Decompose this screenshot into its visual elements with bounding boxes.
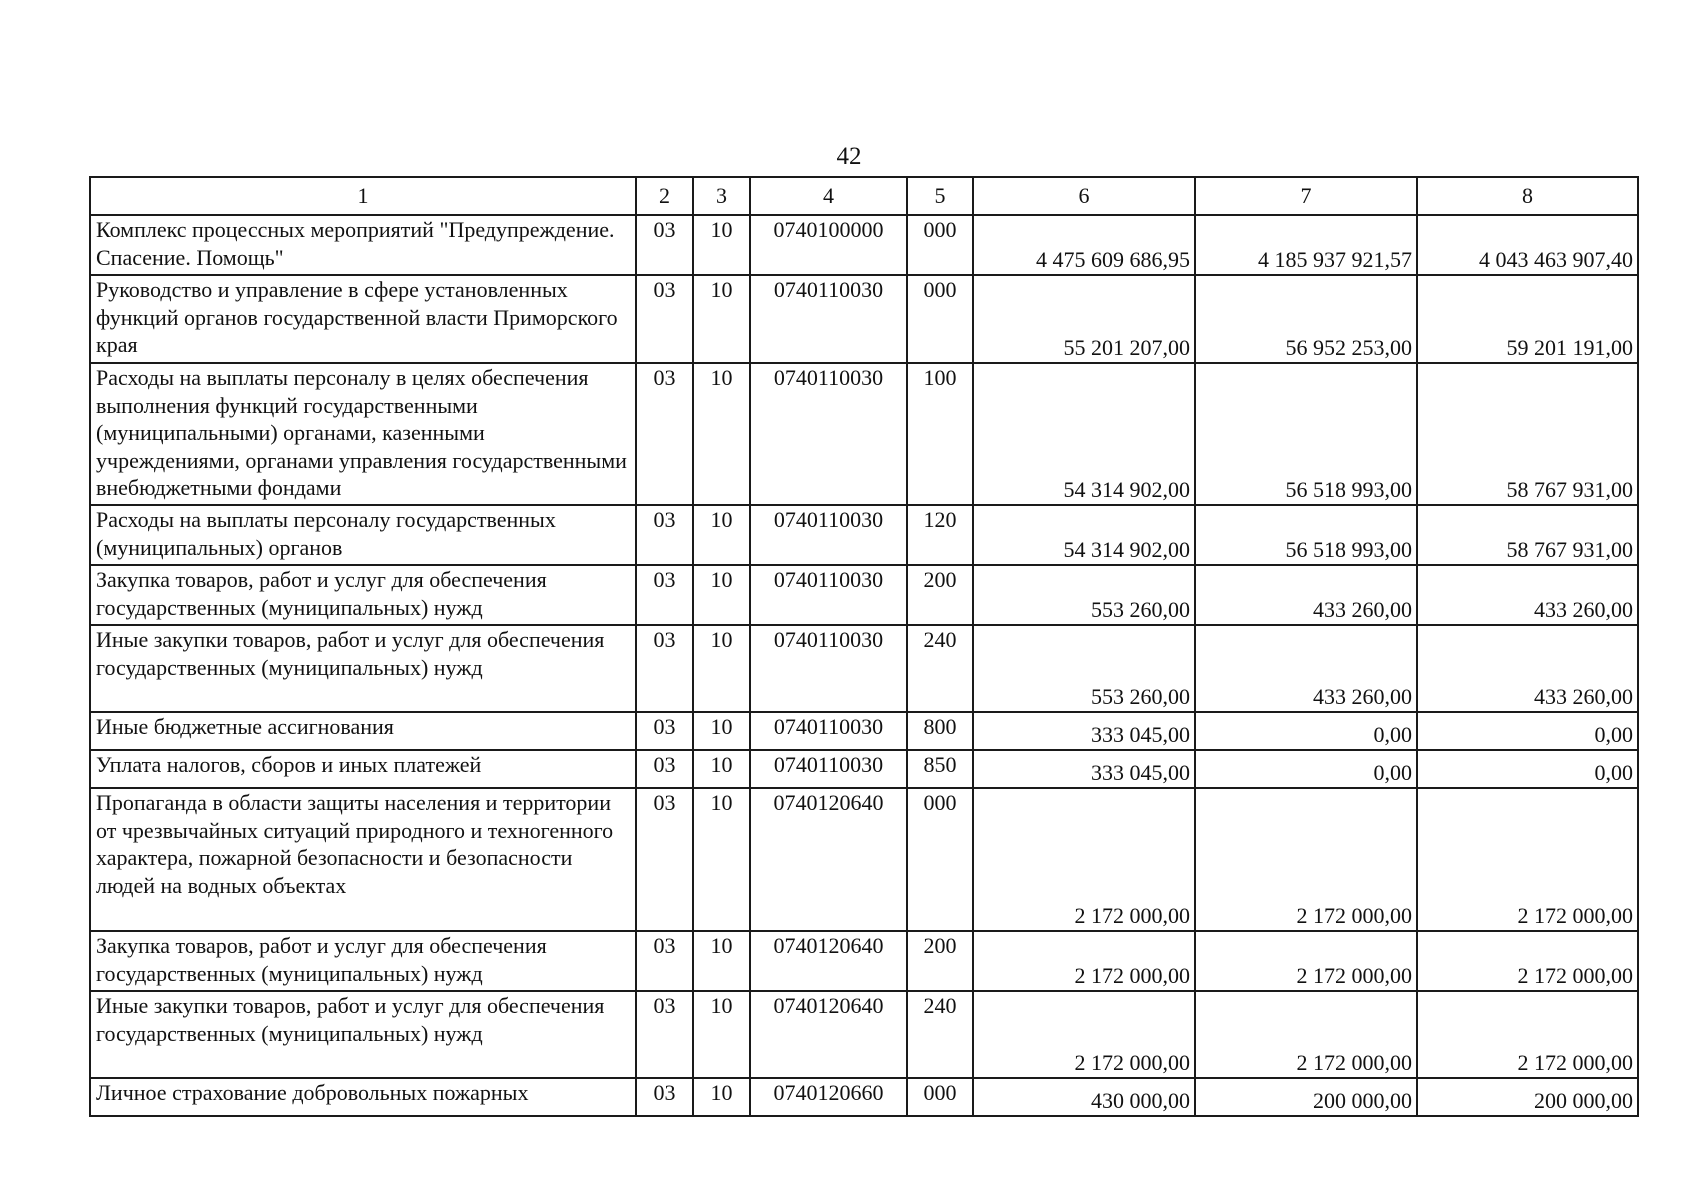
subsection-code: 10 — [693, 991, 750, 1078]
subsection-code: 10 — [693, 625, 750, 712]
table-row — [90, 363, 1638, 505]
column-header: 2 — [636, 177, 693, 215]
item-name: Уплата налогов, сборов и иных платежей — [90, 750, 636, 788]
budget-table — [89, 176, 1639, 1117]
section-code: 03 — [636, 991, 693, 1078]
column-header: 1 — [90, 177, 636, 215]
amount-year-3: 2 172 000,00 — [1417, 788, 1638, 931]
amount-year-3: 4 043 463 907,40 — [1417, 215, 1638, 275]
amount-year-1: 430 000,00 — [973, 1078, 1195, 1116]
amount-year-2: 56 518 993,00 — [1195, 363, 1417, 505]
amount-year-1: 54 314 902,00 — [973, 363, 1195, 505]
target-item-code: 0740120640 — [750, 788, 907, 931]
column-header: 3 — [693, 177, 750, 215]
section-code: 03 — [636, 625, 693, 712]
amount-year-2: 56 952 253,00 — [1195, 275, 1417, 363]
amount-year-1: 4 475 609 686,95 — [973, 215, 1195, 275]
subsection-code: 10 — [693, 1078, 750, 1116]
table-row — [90, 625, 1638, 712]
expense-type-code: 000 — [907, 1078, 973, 1116]
section-code: 03 — [636, 1078, 693, 1116]
item-name: Закупка товаров, работ и услуг для обеспечения государственных (муниципальных) нужд — [90, 931, 636, 991]
section-code: 03 — [636, 363, 693, 505]
amount-year-2: 0,00 — [1195, 750, 1417, 788]
amount-year-2: 2 172 000,00 — [1195, 991, 1417, 1078]
expense-type-code: 200 — [907, 565, 973, 625]
table-row — [90, 788, 1638, 931]
target-item-code: 0740110030 — [750, 565, 907, 625]
column-header: 7 — [1195, 177, 1417, 215]
amount-year-1: 54 314 902,00 — [973, 505, 1195, 565]
subsection-code: 10 — [693, 505, 750, 565]
expense-type-code: 240 — [907, 625, 973, 712]
section-code: 03 — [636, 565, 693, 625]
target-item-code: 0740120640 — [750, 991, 907, 1078]
amount-year-2: 200 000,00 — [1195, 1078, 1417, 1116]
subsection-code: 10 — [693, 565, 750, 625]
item-name: Закупка товаров, работ и услуг для обеспечения государственных (муниципальных) нужд — [90, 565, 636, 625]
subsection-code: 10 — [693, 931, 750, 991]
item-name: Иные закупки товаров, работ и услуг для обеспечения государственных (муниципальных) нужд — [90, 625, 636, 712]
column-header: 8 — [1417, 177, 1638, 215]
section-code: 03 — [636, 505, 693, 565]
table-row — [90, 991, 1638, 1078]
amount-year-2: 2 172 000,00 — [1195, 788, 1417, 931]
amount-year-3: 59 201 191,00 — [1417, 275, 1638, 363]
item-name: Комплекс процессных мероприятий "Предупреждение. Спасение. Помощь" — [90, 215, 636, 275]
amount-year-1: 553 260,00 — [973, 565, 1195, 625]
expense-type-code: 200 — [907, 931, 973, 991]
subsection-code: 10 — [693, 215, 750, 275]
amount-year-1: 333 045,00 — [973, 750, 1195, 788]
amount-year-3: 433 260,00 — [1417, 565, 1638, 625]
table-row — [90, 712, 1638, 750]
amount-year-3: 2 172 000,00 — [1417, 991, 1638, 1078]
amount-year-3: 433 260,00 — [1417, 625, 1638, 712]
column-number-row — [90, 177, 1638, 215]
section-code: 03 — [636, 931, 693, 991]
subsection-code: 10 — [693, 788, 750, 931]
subsection-code: 10 — [693, 275, 750, 363]
item-name: Иные бюджетные ассигнования — [90, 712, 636, 750]
section-code: 03 — [636, 275, 693, 363]
subsection-code: 10 — [693, 712, 750, 750]
item-name: Руководство и управление в сфере установленных функций органов государственной власти Приморского края — [90, 275, 636, 363]
target-item-code: 0740110030 — [750, 750, 907, 788]
amount-year-1: 55 201 207,00 — [973, 275, 1195, 363]
amount-year-1: 2 172 000,00 — [973, 991, 1195, 1078]
table-row — [90, 1078, 1638, 1116]
column-header: 5 — [907, 177, 973, 215]
section-code: 03 — [636, 215, 693, 275]
expense-type-code: 800 — [907, 712, 973, 750]
target-item-code: 0740110030 — [750, 275, 907, 363]
amount-year-1: 2 172 000,00 — [973, 788, 1195, 931]
target-item-code: 0740110030 — [750, 625, 907, 712]
column-header: 4 — [750, 177, 907, 215]
amount-year-3: 200 000,00 — [1417, 1078, 1638, 1116]
amount-year-3: 58 767 931,00 — [1417, 363, 1638, 505]
amount-year-1: 2 172 000,00 — [973, 931, 1195, 991]
expense-type-code: 000 — [907, 275, 973, 363]
amount-year-2: 433 260,00 — [1195, 625, 1417, 712]
amount-year-1: 553 260,00 — [973, 625, 1195, 712]
expense-type-code: 000 — [907, 215, 973, 275]
table-row — [90, 565, 1638, 625]
amount-year-3: 58 767 931,00 — [1417, 505, 1638, 565]
target-item-code: 0740120640 — [750, 931, 907, 991]
subsection-code: 10 — [693, 750, 750, 788]
table-row — [90, 931, 1638, 991]
amount-year-3: 0,00 — [1417, 712, 1638, 750]
expense-type-code: 120 — [907, 505, 973, 565]
target-item-code: 0740110030 — [750, 712, 907, 750]
amount-year-2: 56 518 993,00 — [1195, 505, 1417, 565]
section-code: 03 — [636, 750, 693, 788]
expense-type-code: 000 — [907, 788, 973, 931]
amount-year-2: 433 260,00 — [1195, 565, 1417, 625]
expense-type-code: 100 — [907, 363, 973, 505]
section-code: 03 — [636, 788, 693, 931]
amount-year-2: 4 185 937 921,57 — [1195, 215, 1417, 275]
target-item-code: 0740120660 — [750, 1078, 907, 1116]
item-name: Расходы на выплаты персоналу государственных (муниципальных) органов — [90, 505, 636, 565]
target-item-code: 0740100000 — [750, 215, 907, 275]
table-row — [90, 505, 1638, 565]
table-row — [90, 750, 1638, 788]
column-header: 6 — [973, 177, 1195, 215]
amount-year-1: 333 045,00 — [973, 712, 1195, 750]
amount-year-2: 2 172 000,00 — [1195, 931, 1417, 991]
item-name: Расходы на выплаты персоналу в целях обеспечения выполнения функций государственными (муниципальными) органами, казенными учреждениями, органами управления государственными внебюджетными фондами — [90, 363, 636, 505]
table-row — [90, 215, 1638, 275]
amount-year-3: 2 172 000,00 — [1417, 931, 1638, 991]
item-name: Пропаганда в области защиты населения и территории от чрезвычайных ситуаций природного и техногенного характера, пожарной безопасности и безопасности людей на водных объектах — [90, 788, 636, 931]
section-code: 03 — [636, 712, 693, 750]
table-row — [90, 275, 1638, 363]
target-item-code: 0740110030 — [750, 505, 907, 565]
page-number: 42 — [836, 143, 862, 170]
amount-year-2: 0,00 — [1195, 712, 1417, 750]
item-name: Личное страхование добровольных пожарных — [90, 1078, 636, 1116]
subsection-code: 10 — [693, 363, 750, 505]
expense-type-code: 240 — [907, 991, 973, 1078]
item-name: Иные закупки товаров, работ и услуг для обеспечения государственных (муниципальных) нужд — [90, 991, 636, 1078]
amount-year-3: 0,00 — [1417, 750, 1638, 788]
target-item-code: 0740110030 — [750, 363, 907, 505]
expense-type-code: 850 — [907, 750, 973, 788]
